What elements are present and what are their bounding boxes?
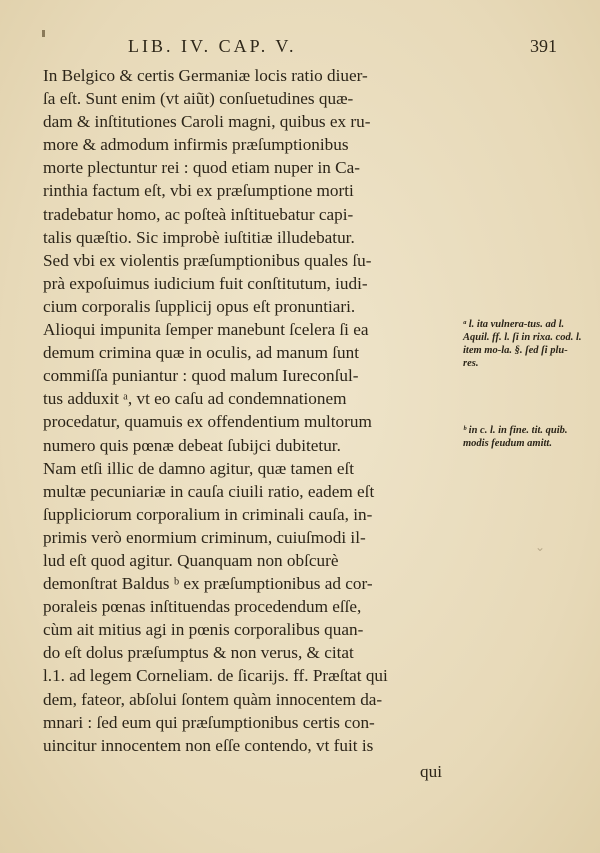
text-line: tus adduxit ᵃ, vt eo caſu ad condemnationem <box>43 389 347 409</box>
text-line: Nam etſi illic de damno agitur, quæ tamen eſt <box>43 458 354 478</box>
text-line: lud eſt quod agitur. Quanquam non obſcurè <box>43 550 339 570</box>
text-line: l.1. ad legem Corneliam. de ſicarijs. ff. Præſtat qui <box>43 666 388 686</box>
text-line: morte plectuntur rei : quod etiam nuper in Ca- <box>43 158 360 178</box>
text-line: cùm ait mitius agi in pœnis corporalibus quan- <box>43 620 364 640</box>
text-line: procedatur, quamuis ex offendentium multorum <box>43 412 372 432</box>
text-line: ſuppliciorum corporalium in criminali cauſa, in- <box>43 504 373 524</box>
text-line: demonſtrat Baldus ᵇ ex præſumptionibus ad cor- <box>43 574 373 594</box>
marginal-note-a: ᵃ l. ita vulnera-tus. ad l. Aquil. ff. l. ſi in rixa. cod. l. item mo-la. §. ſed ſi plu-res. <box>463 319 582 369</box>
text-line: prà expoſuimus iudicium fuit conſtitutum, iudi- <box>43 273 368 293</box>
text-line: dam & inſtitutiones Caroli magni, quibus ex ru- <box>43 112 371 132</box>
marginal-note-b: ᵇ in c. l. in fine. tit. quib. modis feudum amitt. <box>463 425 568 449</box>
text-line: do eſt dolus præſumptus & non verus, & citat <box>43 643 354 663</box>
text-line: mnari : ſed eum qui præſumptionibus certis con- <box>43 712 375 732</box>
text-line: more & admodum infirmis præſumptionibus <box>43 135 349 155</box>
text-line: numero quis pœnæ debeat ſubijci dubitetur. <box>43 435 341 455</box>
faint-tick-mark: ⌄ <box>535 540 546 554</box>
page-header <box>40 36 570 60</box>
text-line: rinthia factum eſt, vbi ex præſumptione morti <box>43 181 354 201</box>
text-line: Alioqui impunita ſemper manebunt ſcelera ſi ea <box>43 320 369 340</box>
text-line: cium corporalis ſupplicij opus eſt pronuntiari. <box>43 296 356 316</box>
text-line: multæ pecuniariæ in cauſa ciuili ratio, eadem eſt <box>43 481 375 501</box>
page-number: 391 <box>530 36 557 56</box>
text-line: uincitur innocentem non eſſe contendo, vt fuit is <box>43 735 374 755</box>
text-line: talis quæſtio. Sic improbè iuſtitiæ illudebatur. <box>43 227 355 247</box>
text-line: poraleis pœnas inſtituendas procedendum eſſe, <box>43 597 362 617</box>
main-text-block <box>43 64 460 757</box>
text-line: In Belgico & certis Germaniæ locis ratio diuer- <box>43 66 368 85</box>
text-line: Sed vbi ex violentis præſumptionibus quales ſu- <box>43 250 372 270</box>
text-line: ſa eſt. Sunt enim (vt aiũt) conſuetudines quæ- <box>43 89 354 109</box>
text-line: primis verò enormium criminum, cuiuſmodi il- <box>43 527 366 547</box>
text-line: demum crimina quæ in oculis, ad manum ſunt <box>43 343 360 363</box>
text-line: commiſſa puniantur : quod malum Iureconſul- <box>43 366 359 386</box>
running-head: LIB. IV. CAP. V. <box>128 36 297 56</box>
catchword: qui <box>420 762 442 781</box>
text-line: dem, fateor, abſolui ſontem quàm innocentem da- <box>43 689 383 709</box>
text-line: tradebatur homo, ac poſteà inſtituebatur capi- <box>43 204 354 224</box>
